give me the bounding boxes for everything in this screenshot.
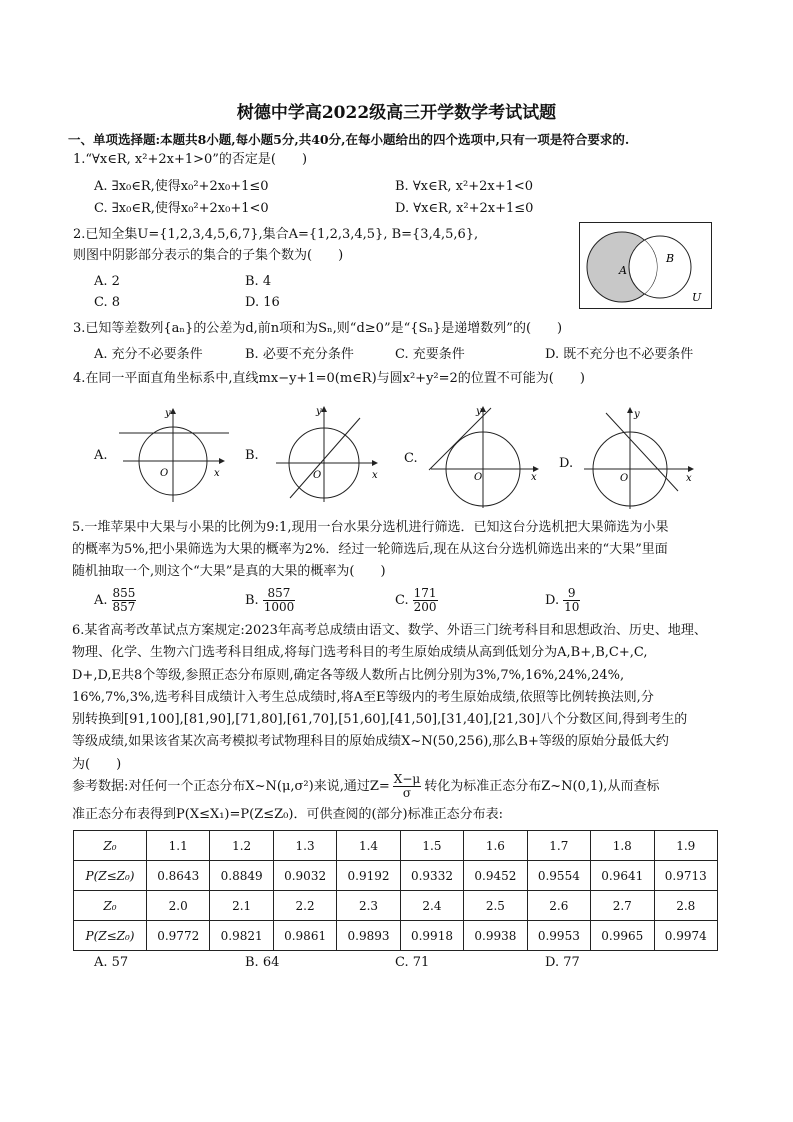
q1-stem: 1.“∀x∈R, x²+2x+1>0”的否定是( ): [73, 152, 308, 167]
venn-label-u: U: [692, 291, 702, 304]
x-axis-arrow-icon: [219, 458, 225, 464]
table-cell: 0.9772: [147, 921, 210, 951]
q4-option-a-label: A.: [94, 448, 108, 463]
table-cell: 1.3: [273, 831, 336, 861]
q1-option-d: D. ∀x∈R, x²+2x+1≤0: [395, 201, 534, 216]
q6-stem-line7: 为( ): [72, 756, 122, 772]
q5-option-d: [545, 586, 580, 616]
denominator: 1000: [263, 600, 295, 614]
table-row-z1: [74, 831, 718, 861]
numerator: 857: [263, 587, 296, 601]
origin-label: O: [160, 468, 169, 479]
z-formula-fraction: [393, 773, 421, 800]
q6-stem: [72, 620, 720, 776]
q4-graph-c: [423, 402, 545, 510]
table-cell: 0.8643: [147, 861, 210, 891]
x-axis-arrow-icon: [688, 466, 694, 472]
q5-stem-line2: 的概率为5%,把小果筛选为大果的概率为2%．经过一轮筛选后,现在从这台分选机筛选出来的“大果”里面: [72, 542, 668, 558]
table-cell: 0.9953: [527, 921, 590, 951]
q5-option-c-label: C.: [395, 593, 409, 608]
table-cell: 2.6: [527, 891, 590, 921]
table-cell: 2.8: [654, 891, 718, 921]
table-cell: 0.9938: [464, 921, 527, 951]
table-cell: 1.8: [591, 831, 654, 861]
table-cell: 1.6: [464, 831, 527, 861]
table-cell: 2.2: [273, 891, 336, 921]
q6-option-b: B. 64: [245, 955, 280, 970]
table-cell: 0.9452: [464, 861, 527, 891]
q6-stem-line1: 6.某省高考改革试点方案规定:2023年高考总成绩由语文、数学、外语三门统考科目和思想政治、历史、地理、: [72, 623, 707, 638]
q5-option-c-fraction: [413, 587, 438, 614]
section-heading: 一、单项选择题:本题共8小题,每小题5分,共40分,在每小题给出的四个选项中,只有一项是符合要求的.: [68, 132, 630, 147]
q5-option-b-label: B.: [245, 593, 259, 608]
q4-graph-d: [578, 407, 698, 511]
q5-stem: [72, 517, 720, 584]
table-cell: 0.9965: [591, 921, 654, 951]
q4-stem: 4.在同一平面直角坐标系中,直线mx−y+1=0(m∈R)与圆x²+y²=2的位置不可能为( ): [73, 371, 585, 386]
table-cell: 1.7: [527, 831, 590, 861]
x-label: x: [214, 468, 220, 479]
origin-label: O: [620, 473, 629, 484]
z-formula-denominator: σ: [402, 786, 412, 800]
q6-reference-line2: 准正态分布表得到P(X≤X₁)=P(Z≤Z₀)．可供查阅的(部分)标准正态分布表:: [72, 807, 503, 822]
q2-stem-line1: 2.已知全集U={1,2,3,4,5,6,7},集合A={1,2,3,4,5}, B={3,4,5,6},: [73, 227, 479, 242]
numerator: 171: [413, 586, 437, 600]
table-cell: 2.0: [147, 891, 210, 921]
q6-stem-line2: 物理、化学、生物六门选考科目组成,将每门选考科目的考生原始成绩从高到低划分为A,B+,B,C+,C,: [72, 645, 648, 661]
q5-option-a-label: A.: [94, 593, 108, 608]
x-axis-arrow-icon: [372, 460, 378, 466]
q6-ref-post: 转化为标准正态分布Z~N(0,1),从而查标: [424, 779, 660, 794]
q4-graph-a: [113, 402, 233, 504]
exam-title: 树德中学高2022级高三开学数学考试试题: [236, 103, 557, 123]
q6-ref-pre: 参考数据:对任何一个正态分布X~N(μ,σ²)来说,通过Z=: [72, 779, 390, 794]
q2-stem-line2: 则图中阴影部分表示的集合的子集个数为( ): [73, 248, 344, 263]
q2-option-c: C. 8: [94, 295, 121, 310]
table-cell: 0.9893: [337, 921, 400, 951]
q1-option-a: A. ∃x₀∈R,使得x₀²+2x₀+1≤0: [94, 179, 269, 194]
venn-label-b: B: [666, 252, 675, 265]
q2-option-b: B. 4: [245, 274, 272, 289]
table-cell: 2.7: [591, 891, 654, 921]
q5-option-d-fraction: [563, 587, 580, 614]
q5-option-a-fraction: [112, 587, 137, 614]
q3-option-d: D. 既不充分也不必要条件: [545, 347, 694, 362]
table-cell: 0.9332: [400, 861, 463, 891]
origin-label: O: [474, 472, 483, 483]
q1-option-c: C. ∃x₀∈R,使得x₀²+2x₀+1<0: [94, 201, 269, 216]
z-formula-numerator: X−μ: [393, 772, 421, 786]
q4-graph-b: [266, 402, 386, 504]
table-cell: 0.9821: [210, 921, 273, 951]
q6-stem-line4: 16%,7%,3%,选考科目成绩计入考生总成绩时,将A至E等级内的考生原始成绩,依照等比例转换法则,分: [72, 689, 654, 705]
q4-option-b-label: B.: [245, 448, 259, 463]
table-header-z: Z₀: [74, 891, 147, 921]
q3-option-a: A. 充分不必要条件: [94, 347, 203, 362]
q5-option-d-label: D.: [545, 593, 560, 608]
numerator: 9: [563, 587, 580, 601]
q3-option-c: C. 充要条件: [395, 347, 465, 362]
denominator: 200: [413, 600, 437, 614]
venn-label-a: A: [619, 264, 627, 277]
q5-option-b-fraction: [263, 587, 296, 614]
q5-option-c: [395, 586, 438, 616]
q6-stem-line3: D+,D,E共8个等级,参照正态分布原则,确定各等级人数所占比例分别为3%,7%,16%,24%,24%,: [72, 667, 625, 683]
table-cell: 1.5: [400, 831, 463, 861]
line: [606, 413, 678, 491]
numerator: 855: [112, 586, 136, 600]
q6-option-c: C. 71: [395, 955, 430, 970]
table-cell: 0.9554: [527, 861, 590, 891]
q2-option-d: D. 16: [245, 295, 280, 310]
table-row-z2: [74, 891, 718, 921]
table-header-p: P(Z≤Z₀): [74, 921, 147, 951]
denominator: 10: [564, 600, 580, 614]
q2-option-a: A. 2: [94, 274, 120, 289]
y-axis-arrow-icon: [321, 406, 327, 412]
table-cell: 0.9861: [273, 921, 336, 951]
q5-option-b: [245, 586, 295, 616]
table-row-p2: [74, 921, 718, 951]
q6-stem-line5: 别转换到[91,100],[81,90],[71,80],[61,70],[51,60],[41,50],[31,40],[21,30]八个分数区间,得到考生的: [72, 712, 688, 728]
table-cell: 2.4: [400, 891, 463, 921]
x-label: x: [531, 472, 537, 483]
q3-stem: 3.已知等差数列{aₙ}的公差为d,前n项和为Sₙ,则“d≥0”是“{Sₙ}是递增数列”的( ): [73, 321, 563, 336]
venn-diagram: [579, 222, 712, 309]
line: [290, 418, 360, 498]
table-cell: 0.9974: [654, 921, 718, 951]
table-cell: 0.9192: [337, 861, 400, 891]
denominator: 857: [112, 600, 136, 614]
origin-label: O: [313, 470, 322, 481]
y-label: y: [476, 406, 482, 417]
q3-option-b: B. 必要不充分条件: [245, 347, 354, 362]
y-label: y: [634, 409, 640, 420]
q4-option-d-label: D.: [559, 456, 574, 471]
table-header-z: Z₀: [74, 831, 147, 861]
table-cell: 0.9713: [654, 861, 718, 891]
q6-option-a: A. 57: [94, 955, 129, 970]
table-cell: 1.4: [337, 831, 400, 861]
normal-distribution-table: [73, 830, 718, 951]
table-cell: 1.1: [147, 831, 210, 861]
q6-reference-line1: [72, 772, 659, 802]
line: [429, 408, 491, 470]
table-cell: 0.9032: [273, 861, 336, 891]
y-label: y: [165, 408, 171, 419]
x-label: x: [686, 473, 692, 484]
table-row-p1: [74, 861, 718, 891]
q5-stem-line3: 随机抽取一个,则这个“大果”是真的大果的概率为( ): [72, 564, 386, 580]
q1-option-b: B. ∀x∈R, x²+2x+1<0: [395, 179, 534, 194]
table-header-p: P(Z≤Z₀): [74, 861, 147, 891]
q5-stem-line1: 5.一堆苹果中大果与小果的比例为9:1,现用一台水果分选机进行筛选．已知这台分选机把大果筛选为小果: [72, 520, 669, 535]
q5-option-a: [94, 586, 136, 616]
q6-option-d: D. 77: [545, 955, 580, 970]
q6-stem-line6: 等级成绩,如果该省某次高考模拟考试物理科目的原始成绩X~N(50,256),那么B+等级的原始分最低大约: [72, 734, 669, 750]
q4-option-c-label: C.: [404, 451, 418, 466]
y-label: y: [316, 406, 322, 417]
table-cell: 0.9641: [591, 861, 654, 891]
table-cell: 1.2: [210, 831, 273, 861]
table-cell: 0.8849: [210, 861, 273, 891]
table-cell: 0.9918: [400, 921, 463, 951]
table-cell: 2.3: [337, 891, 400, 921]
x-label: x: [372, 470, 378, 481]
y-axis-arrow-icon: [627, 407, 633, 413]
table-cell: 1.9: [654, 831, 718, 861]
y-axis-arrow-icon: [170, 408, 176, 414]
table-cell: 2.5: [464, 891, 527, 921]
table-cell: 2.1: [210, 891, 273, 921]
